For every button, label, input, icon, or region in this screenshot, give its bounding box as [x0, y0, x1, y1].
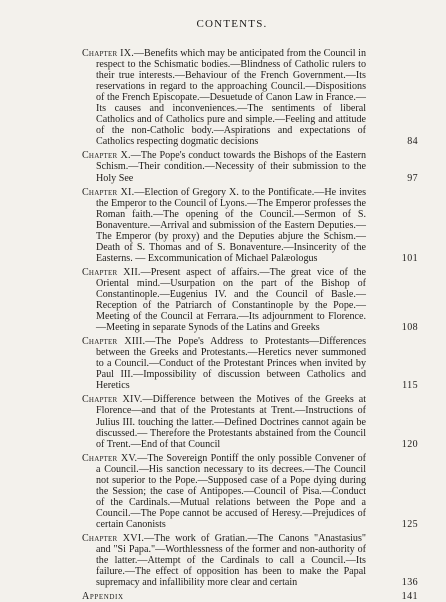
chapter-summary: —The Sovereign Pontiff the only possible Convener of a Council.—His sanction necessary to its decrees.—The Council not superior to the Pope.—Supposed case of a Pope dying during the Session; the case of Antipopes.—Council of Pisa.—Conduct of the Cardinals.—Mutual relations between the Pope and a Council.—The Pope cannot be accused of Heresy.—Prejudices of certain Canonists [96, 452, 366, 530]
page-number: 136 [401, 577, 418, 589]
chapter-summary: —Election of Gregory X. to the Pontificate.—He invites the Emperor to the Council of Lyons.—The Emperor professes the Roman faith.—The opening of the Council.—Sermon of S. Bonaventure.—Arrival and submission of the Eastern Deputies.—The Emperor (by proxy) and the Deputies abjure the Schism.—Death of S. Thomas and of S. Bonaventure.—Insincerity of the Easterns. — Excommunication of Michael Palæologus [96, 186, 366, 264]
chapter-summary: —Benefits which may be anticipated from the Council in respect to the Schismatic bodies.—Blindness of Catholic rulers to their true interests.—Behaviour of the French Government.—Its reservations in regard to the approaching Council.—Dispositions of the French Episcopate.—Desuetude of Canon Law in France.—Its causes and inconveniences.—The sentiments of liberal Catholics and of Catholics pure and simple.—Feeling and attitude of the non-Catholic body.—Aspirations and expectations of Catholics respecting dogmatic decisions [96, 48, 366, 148]
page-number: 125 [401, 518, 418, 530]
page-number: 108 [401, 322, 418, 334]
toc-entry-chapter-16 [82, 532, 418, 589]
chapter-summary: —Difference between the Motives of the Greeks at Florence—and that of the Protestants at Trent.—Instructions of Julius III. touching the latter.—Defined Doctrines cannot again be discussed.— Therefore the Protestants abstained from the Council of Trent.—End of that Council [96, 394, 367, 450]
toc-entry-chapter-12 [82, 266, 418, 334]
chapter-summary: —The Pope's conduct towards the Bishops of the Eastern Schism.—Their condition.—Necessity of their submission to the Holy See [96, 150, 366, 184]
chapter-summary: —Present aspect of affairs.—The great vice of the Oriental mind.—Usurpation on the part of the Bishop of Constantinople.—Eugenius IV. and the Council of Basle.—Reception of the Patriarch of Constantinople by the Pope.—Meeting of the Council at Ferrara.—Its adjournment to Florence.—Meeting in separate Synods of the Latins and Greeks [96, 266, 366, 334]
toc-entry-chapter-10 [82, 150, 418, 184]
page-number: 141 [401, 591, 418, 602]
chapter-label: Chapter XIV. [82, 394, 143, 406]
toc-entry-chapter-15 [82, 452, 418, 530]
chapter-label: Chapter XVI. [82, 532, 145, 544]
toc-entry-chapter-9 [82, 48, 418, 148]
chapter-label: Chapter XIII. [82, 336, 146, 348]
chapter-summary: —The work of Gratian.—The Canons "Anastasius" and "Si Papa."—Worthlessness of the former and non-authority of the latter.—Attempt of the Cardinals to call a Council.—Its failure.—The effect of opposition has been to make the Papal supremacy and infallibility more clear and certain [96, 532, 367, 589]
chapter-label: Chapter XI. [82, 186, 135, 198]
chapter-label: Chapter XV. [82, 452, 138, 464]
chapter-label: Chapter IX. [82, 48, 134, 59]
page-number: 97 [407, 172, 418, 184]
appendix-label: Appendix [82, 591, 124, 602]
chapter-label: Chapter XII. [82, 266, 141, 278]
page-number: 120 [401, 438, 418, 450]
page-number: 115 [402, 380, 418, 392]
toc-entry-chapter-11 [82, 186, 418, 264]
chapter-summary: —The Pope's Address to Protestants—Differences between the Greeks and Protestants.—Heretics never summoned to a Council.—Conduct of the Protestant Princes when invited by Paul III.—Impossibility of discussion between Catholics and Heretics [96, 336, 366, 392]
toc-entry-appendix [82, 591, 418, 602]
toc-entry-chapter-14 [82, 394, 418, 450]
page-number: 84 [407, 136, 418, 148]
toc-entry-chapter-13 [82, 336, 418, 392]
page-number: 101 [401, 252, 418, 264]
page-title: CONTENTS. [196, 18, 268, 30]
chapter-label: Chapter X. [82, 150, 131, 162]
